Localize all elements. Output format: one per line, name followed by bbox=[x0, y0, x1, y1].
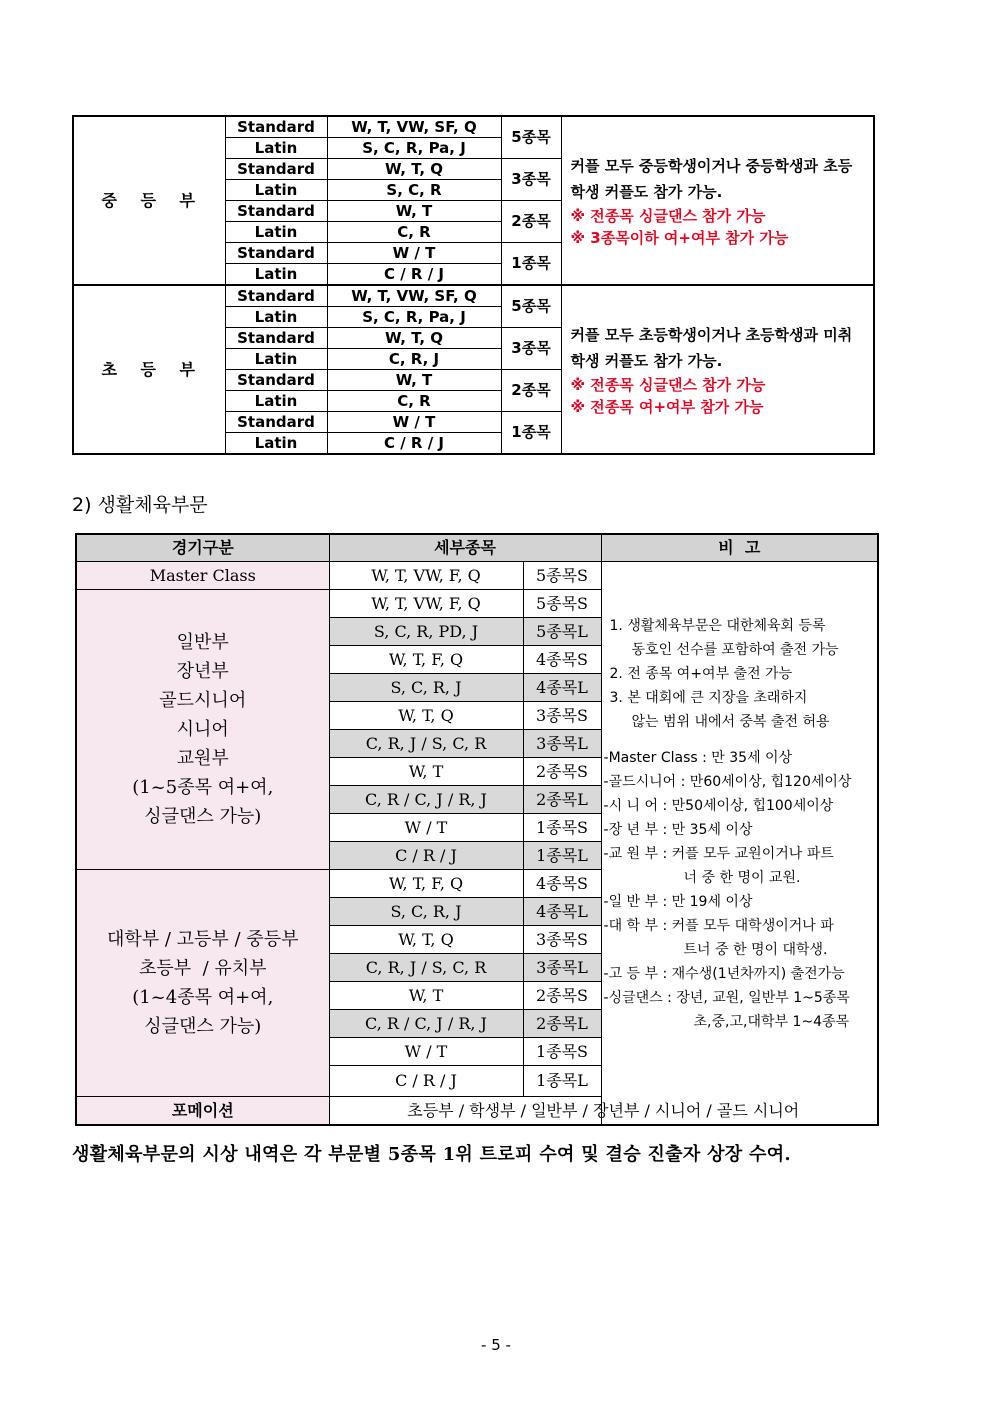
count-cell: 4종목S bbox=[523, 870, 601, 898]
remarks-cell bbox=[601, 562, 878, 1126]
count-cell: 2종목S bbox=[523, 758, 601, 786]
remark-line: 않는 범위 내에서 중복 출전 허용 bbox=[631, 714, 830, 730]
section-heading: 2) 생활체육부문 bbox=[72, 494, 208, 516]
note-line: 학생 커플도 참가 가능. bbox=[570, 351, 723, 370]
note-line: 커플 모두 중등학생이거나 중등학생과 초등 bbox=[570, 156, 853, 175]
remark-line: 동호인 선수를 포함하여 출전 가능 bbox=[631, 642, 839, 658]
event-count: 1종목 bbox=[501, 412, 561, 455]
style-cell: Latin bbox=[225, 264, 327, 286]
style-cell: Latin bbox=[225, 349, 327, 370]
red-note-line: ※ 전종목 싱글댄스 참가 가능 bbox=[570, 206, 766, 225]
remark-line: -대 학 부 : 커플 모두 대학생이거나 파 bbox=[603, 918, 834, 934]
dances-cell: W, T, VW, F, Q bbox=[329, 562, 523, 590]
count-cell: 4종목L bbox=[523, 898, 601, 926]
style-cell: Standard bbox=[225, 328, 327, 349]
count-cell: 1종목L bbox=[523, 1066, 601, 1097]
formation-label: 포메이션 bbox=[76, 1097, 329, 1126]
red-note-line: ※ 3종목이하 여+여부 참가 가능 bbox=[570, 228, 789, 247]
category-line: 초등부 / 유치부 bbox=[138, 958, 267, 979]
red-note-line: ※ 전종목 싱글댄스 참가 가능 bbox=[570, 375, 766, 394]
style-cell: Standard bbox=[225, 412, 327, 433]
count-cell: 1종목S bbox=[523, 1038, 601, 1066]
dances-cell: W, T, Q bbox=[329, 926, 523, 954]
category-line: 시니어 bbox=[176, 719, 229, 740]
middle-elementary-table bbox=[72, 115, 875, 455]
event-count: 2종목 bbox=[501, 370, 561, 412]
style-cell: Latin bbox=[225, 307, 327, 328]
count-cell: 3종목L bbox=[523, 954, 601, 982]
count-cell: 5종목L bbox=[523, 618, 601, 646]
dances-cell: S, C, R, Pa, J bbox=[327, 307, 501, 328]
count-cell: 2종목L bbox=[523, 786, 601, 814]
dances-cell: C, R, J / S, C, R bbox=[329, 954, 523, 982]
style-cell: Standard bbox=[225, 285, 327, 307]
dances-cell: W, T, VW, SF, Q bbox=[327, 116, 501, 138]
dances-cell: C, R, J / S, C, R bbox=[329, 730, 523, 758]
count-cell: 2종목S bbox=[523, 982, 601, 1010]
category-line: (1~4종목 여+여, bbox=[132, 987, 274, 1008]
count-cell: 3종목S bbox=[523, 702, 601, 730]
group2-category bbox=[76, 870, 329, 1097]
dances-cell: S, C, R bbox=[327, 180, 501, 201]
header-events: 세부종목 bbox=[329, 534, 601, 562]
header-remarks: 비 고 bbox=[601, 534, 878, 562]
dances-cell: S, C, R, J bbox=[329, 674, 523, 702]
dances-cell: W, T bbox=[327, 201, 501, 222]
dances-cell: W, T, Q bbox=[327, 328, 501, 349]
middle-school-section bbox=[73, 116, 874, 285]
dances-cell: C, R bbox=[327, 391, 501, 412]
category-line: 대학부 / 고등부 / 중등부 bbox=[106, 929, 299, 950]
dances-cell: W, T, Q bbox=[327, 159, 501, 180]
count-cell: 4종목L bbox=[523, 674, 601, 702]
event-count: 5종목 bbox=[501, 285, 561, 328]
awards-footnote: 생활체육부문의 시상 내역은 각 부문별 5종목 1위 트로피 수여 및 결승 진출자 상장 수여. bbox=[72, 1144, 791, 1165]
remark-line: 2. 전 종목 여+여부 출전 가능 bbox=[609, 666, 793, 682]
category-line: (1~5종목 여+여, bbox=[132, 777, 274, 798]
sports-for-all-table bbox=[75, 533, 879, 1126]
style-cell: Standard bbox=[225, 243, 327, 264]
count-cell: 1종목L bbox=[523, 842, 601, 870]
event-count: 2종목 bbox=[501, 201, 561, 243]
event-count: 3종목 bbox=[501, 328, 561, 370]
style-cell: Standard bbox=[225, 370, 327, 391]
dances-cell: W / T bbox=[329, 814, 523, 842]
style-cell: Latin bbox=[225, 138, 327, 159]
division-note bbox=[561, 285, 874, 454]
category-line: 골드시니어 bbox=[159, 690, 247, 711]
page-number: - 5 - bbox=[481, 1336, 511, 1354]
dances-cell: S, C, R, Pa, J bbox=[327, 138, 501, 159]
count-cell: 5종목S bbox=[523, 562, 601, 590]
spacer bbox=[602, 734, 878, 746]
remark-line: 트너 중 한 명이 대학생. bbox=[683, 942, 828, 958]
dances-cell: W, T bbox=[329, 758, 523, 786]
count-cell: 3종목S bbox=[523, 926, 601, 954]
dances-cell: C, R bbox=[327, 222, 501, 243]
dances-cell: S, C, R, PD, J bbox=[329, 618, 523, 646]
note-line: 커플 모두 초등학생이거나 초등학생과 미취 bbox=[570, 325, 853, 344]
remark-line: -Master Class : 만 35세 이상 bbox=[603, 750, 793, 766]
master-class-label: Master Class bbox=[76, 562, 329, 590]
remark-line: 3. 본 대회에 큰 지장을 초래하지 bbox=[609, 690, 808, 706]
remark-line: 초,중,고,대학부 1~4종목 bbox=[693, 1014, 850, 1030]
dances-cell: C, R, J bbox=[327, 349, 501, 370]
dances-cell: C / R / J bbox=[329, 1066, 523, 1097]
dances-cell: W, T, F, Q bbox=[329, 870, 523, 898]
count-cell: 4종목S bbox=[523, 646, 601, 674]
event-count: 1종목 bbox=[501, 243, 561, 286]
division-label: 중 등 부 bbox=[73, 116, 225, 285]
dances-cell: S, C, R, J bbox=[329, 898, 523, 926]
dances-cell: W / T bbox=[327, 412, 501, 433]
category-line: 장년부 bbox=[176, 661, 229, 682]
remark-line: -장 년 부 : 만 35세 이상 bbox=[603, 822, 753, 838]
dances-cell: C / R / J bbox=[329, 842, 523, 870]
style-cell: Latin bbox=[225, 180, 327, 201]
style-cell: Standard bbox=[225, 201, 327, 222]
remark-line: -골드시니어 : 만60세이상, 힙120세이상 bbox=[603, 774, 852, 790]
count-cell: 1종목S bbox=[523, 814, 601, 842]
group1-category bbox=[76, 590, 329, 870]
count-cell: 3종목L bbox=[523, 730, 601, 758]
formation-divisions: 초등부 / 학생부 / 일반부 / 장년부 / 시니어 / 골드 시니어 bbox=[329, 1097, 878, 1126]
category-line: 일반부 bbox=[176, 632, 229, 653]
note-line: 학생 커플도 참가 가능. bbox=[570, 182, 723, 201]
division-label: 초 등 부 bbox=[73, 285, 225, 454]
event-count: 3종목 bbox=[501, 159, 561, 201]
dances-cell: W, T bbox=[327, 370, 501, 391]
dances-cell: C, R / C, J / R, J bbox=[329, 1010, 523, 1038]
dances-cell: W / T bbox=[329, 1038, 523, 1066]
remark-line: -교 원 부 : 커플 모두 교원이거나 파트 bbox=[603, 846, 834, 862]
count-cell: 2종목L bbox=[523, 1010, 601, 1038]
division-note bbox=[561, 116, 874, 285]
elementary-school-section bbox=[73, 285, 874, 454]
category-line: 교원부 bbox=[176, 748, 229, 769]
remark-line: -일 반 부 : 만 19세 이상 bbox=[603, 894, 753, 910]
style-cell: Latin bbox=[225, 222, 327, 243]
remark-line: -고 등 부 : 재수생(1년차까지) 출전가능 bbox=[603, 966, 845, 982]
remark-line: 너 중 한 명이 교원. bbox=[683, 870, 801, 886]
style-cell: Latin bbox=[225, 391, 327, 412]
dances-cell: W, T, VW, SF, Q bbox=[327, 285, 501, 307]
style-cell: Latin bbox=[225, 433, 327, 455]
count-cell: 5종목S bbox=[523, 590, 601, 618]
dances-cell: W, T, VW, F, Q bbox=[329, 590, 523, 618]
event-count: 5종목 bbox=[501, 116, 561, 159]
dances-cell: C, R / C, J / R, J bbox=[329, 786, 523, 814]
dances-cell: W, T, F, Q bbox=[329, 646, 523, 674]
dances-cell: C / R / J bbox=[327, 433, 501, 455]
dances-cell: C / R / J bbox=[327, 264, 501, 286]
style-cell: Standard bbox=[225, 159, 327, 180]
header-category: 경기구분 bbox=[76, 534, 329, 562]
category-line: 싱글댄스 가능) bbox=[144, 1016, 262, 1037]
category-line: 싱글댄스 가능) bbox=[144, 806, 262, 827]
remark-line: -시 니 어 : 만50세이상, 힙100세이상 bbox=[603, 798, 834, 814]
dances-cell: W / T bbox=[327, 243, 501, 264]
remark-line: -싱글댄스 : 장년, 교원, 일반부 1~5종목 bbox=[603, 990, 850, 1006]
remark-line: 1. 생활체육부문은 대한체육회 등록 bbox=[609, 618, 826, 634]
style-cell: Standard bbox=[225, 116, 327, 138]
red-note-line: ※ 전종목 여+여부 참가 가능 bbox=[570, 397, 764, 416]
dances-cell: W, T, Q bbox=[329, 702, 523, 730]
dances-cell: W, T bbox=[329, 982, 523, 1010]
